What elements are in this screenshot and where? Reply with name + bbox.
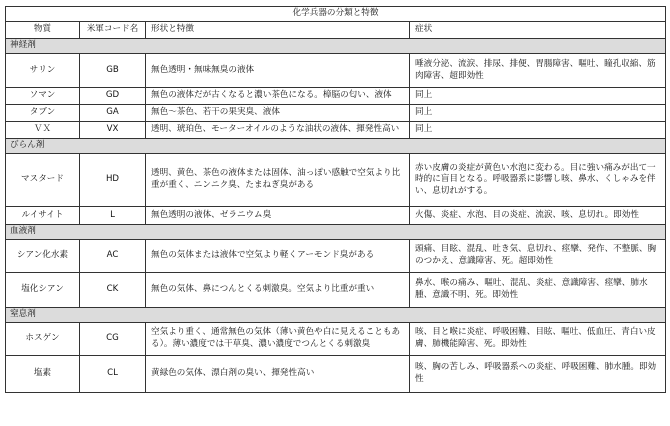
form-description: 無色の気体、鼻につんとくる刺激臭。空気より比重が重い <box>146 273 410 308</box>
form-description: 無色の液体だが古くなると濃い茶色になる。樟脳の匂い、液体 <box>146 88 410 105</box>
table-row <box>6 54 666 88</box>
category-label: びらん剤 <box>6 139 666 154</box>
table-row <box>6 105 666 122</box>
symptoms-description: 唾液分泌、流涙、排尿、排便、胃腸障害、嘔吐、瞳孔収縮、筋肉障害、超即効性 <box>410 54 666 88</box>
substance-name: ルイサイト <box>6 207 80 225</box>
code-name: GD <box>80 88 146 105</box>
form-description: 無色の気体または液体で空気より軽くアーモンド臭がある <box>146 240 410 273</box>
header-symptoms: 症状 <box>410 22 666 39</box>
form-description: 無色～茶色、若干の果実臭、液体 <box>146 105 410 122</box>
substance-name: ソマン <box>6 88 80 105</box>
substance-name: タブン <box>6 105 80 122</box>
code-name: CL <box>80 356 146 393</box>
symptoms-description: 鼻水、喉の痛み、嘔吐、混乱、炎症、意識障害、痙攣、肺水腫、意識不明、死。即効性 <box>410 273 666 308</box>
symptoms-description: 同上 <box>410 88 666 105</box>
category-row-choking <box>6 308 666 323</box>
table-row <box>6 356 666 393</box>
chemical-weapons-table <box>5 6 666 393</box>
code-name: CG <box>80 323 146 356</box>
title-row <box>6 7 666 22</box>
category-label: 血液剤 <box>6 225 666 240</box>
table-row <box>6 240 666 273</box>
symptoms-description: 咳、目と喉に炎症、呼吸困難、目眩、嘔吐、低血圧、青白い皮膚、肺機能障害、死。即効性 <box>410 323 666 356</box>
code-name: VX <box>80 122 146 139</box>
category-label: 窒息剤 <box>6 308 666 323</box>
form-description: 空気より重く、通常無色の気体（薄い黄色や白に見えることもある）。薄い濃度では干草臭、濃い濃度でつんとくる刺激臭 <box>146 323 410 356</box>
table-row <box>6 88 666 105</box>
code-name: CK <box>80 273 146 308</box>
table-row <box>6 122 666 139</box>
form-description: 透明、琥珀色、モーターオイルのような油状の液体、揮発性高い <box>146 122 410 139</box>
code-name: HD <box>80 154 146 207</box>
symptoms-description: 赤い皮膚の炎症が黄色い水泡に変わる。目に強い痛みが出て一時的に盲目となる。呼吸器系に影響し咳、鼻水、くしゃみを伴い、息切れがする。 <box>410 154 666 207</box>
table-row <box>6 323 666 356</box>
substance-name: シアン化水素 <box>6 240 80 273</box>
code-name: AC <box>80 240 146 273</box>
category-row-blister <box>6 139 666 154</box>
header-form: 形状と特徴 <box>146 22 410 39</box>
form-description: 無色透明・無味無臭の液体 <box>146 54 410 88</box>
form-description: 黄緑色の気体、漂白剤の臭い、揮発性高い <box>146 356 410 393</box>
substance-name: 塩化シアン <box>6 273 80 308</box>
symptoms-description: 頭痛、目眩、混乱、吐き気、息切れ、痙攣、発作、不整脈、胸のつかえ、意識障害、死。超即効性 <box>410 240 666 273</box>
table-title: 化学兵器の分類と特徴 <box>6 7 666 22</box>
header-code: 米軍コード名 <box>80 22 146 39</box>
code-name: L <box>80 207 146 225</box>
symptoms-description: 同上 <box>410 105 666 122</box>
table-row <box>6 207 666 225</box>
category-row-blood <box>6 225 666 240</box>
category-label: 神経剤 <box>6 39 666 54</box>
symptoms-description: 同上 <box>410 122 666 139</box>
table-row <box>6 154 666 207</box>
code-name: GB <box>80 54 146 88</box>
substance-name: サリン <box>6 54 80 88</box>
form-description: 無色透明の液体、ゼラニウム臭 <box>146 207 410 225</box>
form-description: 透明、黄色、茶色の液体または固体、油っぽい感触で空気より比重が重く、ニンニク臭、たまねぎ臭がある <box>146 154 410 207</box>
header-row <box>6 22 666 39</box>
category-row-nerve <box>6 39 666 54</box>
header-substance: 物質 <box>6 22 80 39</box>
substance-name: ホスゲン <box>6 323 80 356</box>
symptoms-description: 咳、胸の苦しみ、呼吸器系への炎症、呼吸困難、肺水腫。即効性 <box>410 356 666 393</box>
substance-name: ＶＸ <box>6 122 80 139</box>
table-row <box>6 273 666 308</box>
symptoms-description: 火傷、炎症、水泡、目の炎症、流涙、咳、息切れ。即効性 <box>410 207 666 225</box>
code-name: GA <box>80 105 146 122</box>
substance-name: 塩素 <box>6 356 80 393</box>
substance-name: マスタード <box>6 154 80 207</box>
